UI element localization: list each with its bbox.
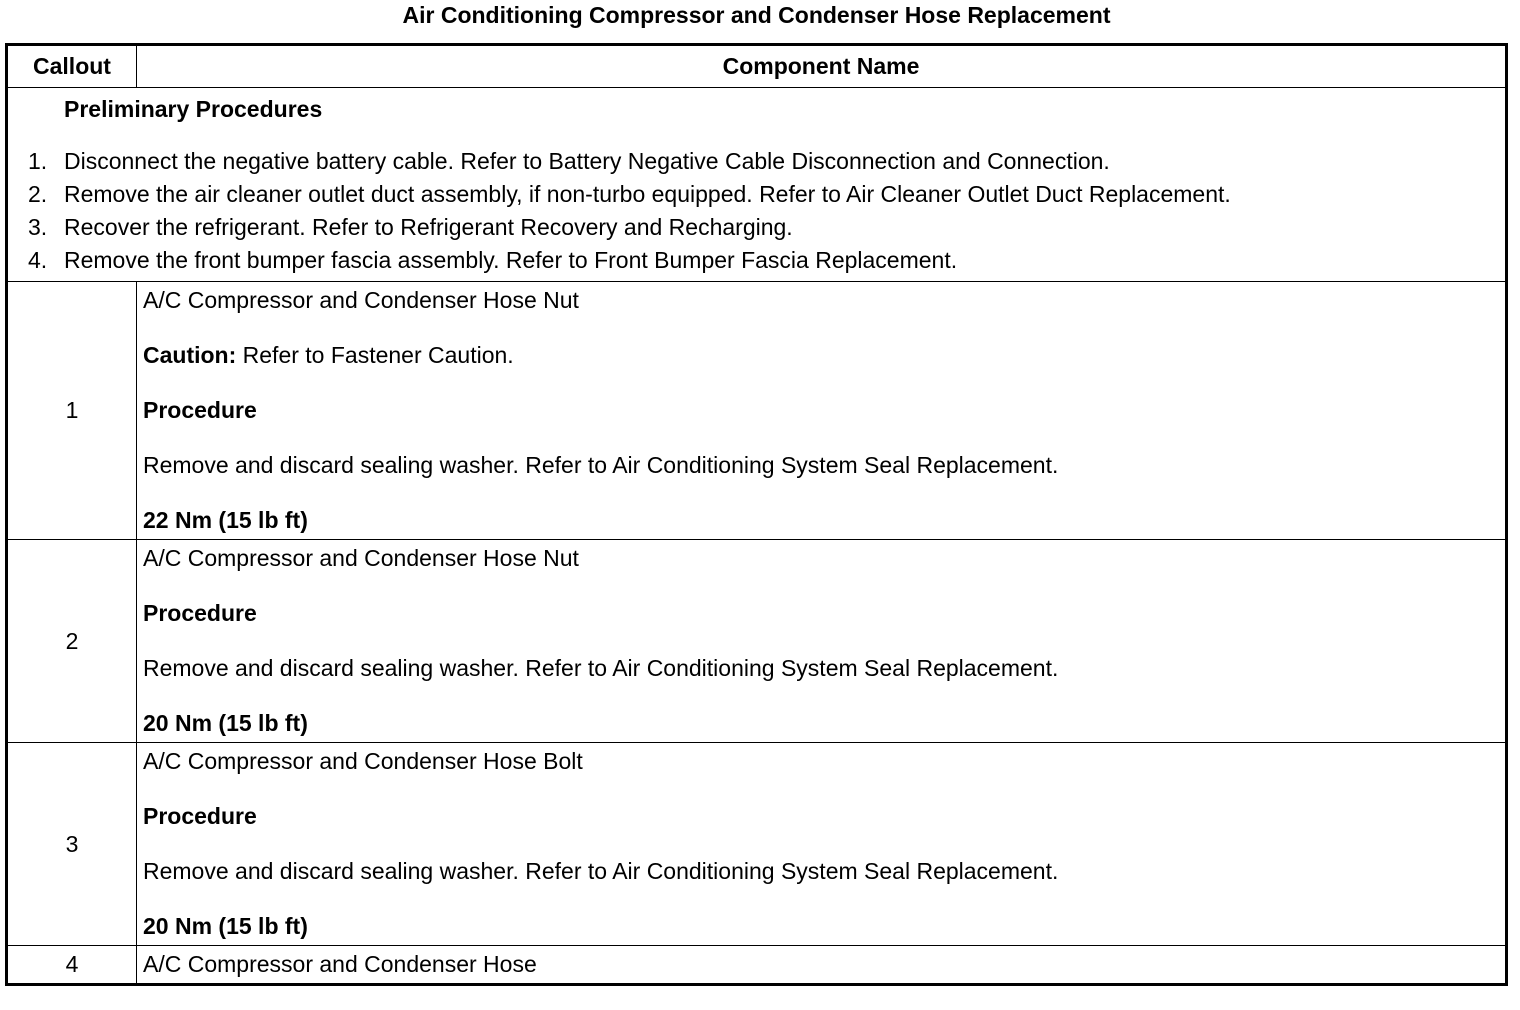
procedure-text: Remove and discard sealing washer. Refer to Air Conditioning System Seal Replacement. [143,858,1059,884]
caution-label: Caution: [143,342,237,368]
preliminary-step [8,145,1505,178]
callout-number: 1 [7,282,137,540]
table-row [7,282,1507,540]
caution-text: Refer to Fastener Caution. [236,342,514,368]
table-header-row [7,45,1507,88]
step-text: Recover the refrigerant. Refer to Refrigerant Recovery and Recharging. [64,214,793,240]
step-number: 3. [28,214,48,240]
preliminary-step [8,211,1505,244]
step-number: 4. [28,247,48,273]
torque-spec: 22 Nm (15 lb ft) [143,507,308,533]
preliminary-procedures-heading: Preliminary Procedures [64,96,323,122]
table-row [7,743,1507,946]
component-cell [137,743,1507,946]
document-title: Air Conditioning Compressor and Condenser Hose Replacement [402,2,1111,28]
component-name: A/C Compressor and Condenser Hose Nut [143,287,579,313]
step-text: Remove the front bumper fascia assembly. Refer to Front Bumper Fascia Replacement. [64,247,958,273]
table-row [7,946,1507,985]
procedure-label: Procedure [143,600,257,626]
step-number: 1. [28,148,48,174]
preliminary-steps-list [8,145,1505,277]
caution-note [143,340,1505,370]
step-number: 2. [28,181,48,207]
step-text: Disconnect the negative battery cable. Refer to Battery Negative Cable Disconnection and Connection. [64,148,1110,174]
preliminary-step [8,244,1505,277]
component-name: A/C Compressor and Condenser Hose [143,951,537,977]
component-name: A/C Compressor and Condenser Hose Nut [143,545,579,571]
procedure-label: Procedure [143,397,257,423]
component-cell [137,946,1507,985]
step-text: Remove the air cleaner outlet duct assembly, if non-turbo equipped. Refer to Air Cleaner Outlet Duct Replacement. [64,181,1231,207]
component-name: A/C Compressor and Condenser Hose Bolt [143,748,583,774]
torque-spec: 20 Nm (15 lb ft) [143,710,308,736]
component-cell [137,282,1507,540]
callout-number: 3 [7,743,137,946]
callout-number: 2 [7,540,137,743]
callout-column-header: Callout [7,45,137,88]
callout-number: 4 [7,946,137,985]
component-cell [137,540,1507,743]
procedure-table [5,43,1508,986]
component-name-column-header: Component Name [137,45,1507,88]
torque-spec: 20 Nm (15 lb ft) [143,913,308,939]
preliminary-procedures-row [7,88,1507,282]
preliminary-procedures-cell [7,88,1507,282]
preliminary-step [8,178,1505,211]
procedure-text: Remove and discard sealing washer. Refer to Air Conditioning System Seal Replacement. [143,655,1059,681]
table-row [7,540,1507,743]
procedure-text: Remove and discard sealing washer. Refer to Air Conditioning System Seal Replacement. [143,452,1059,478]
procedure-label: Procedure [143,803,257,829]
